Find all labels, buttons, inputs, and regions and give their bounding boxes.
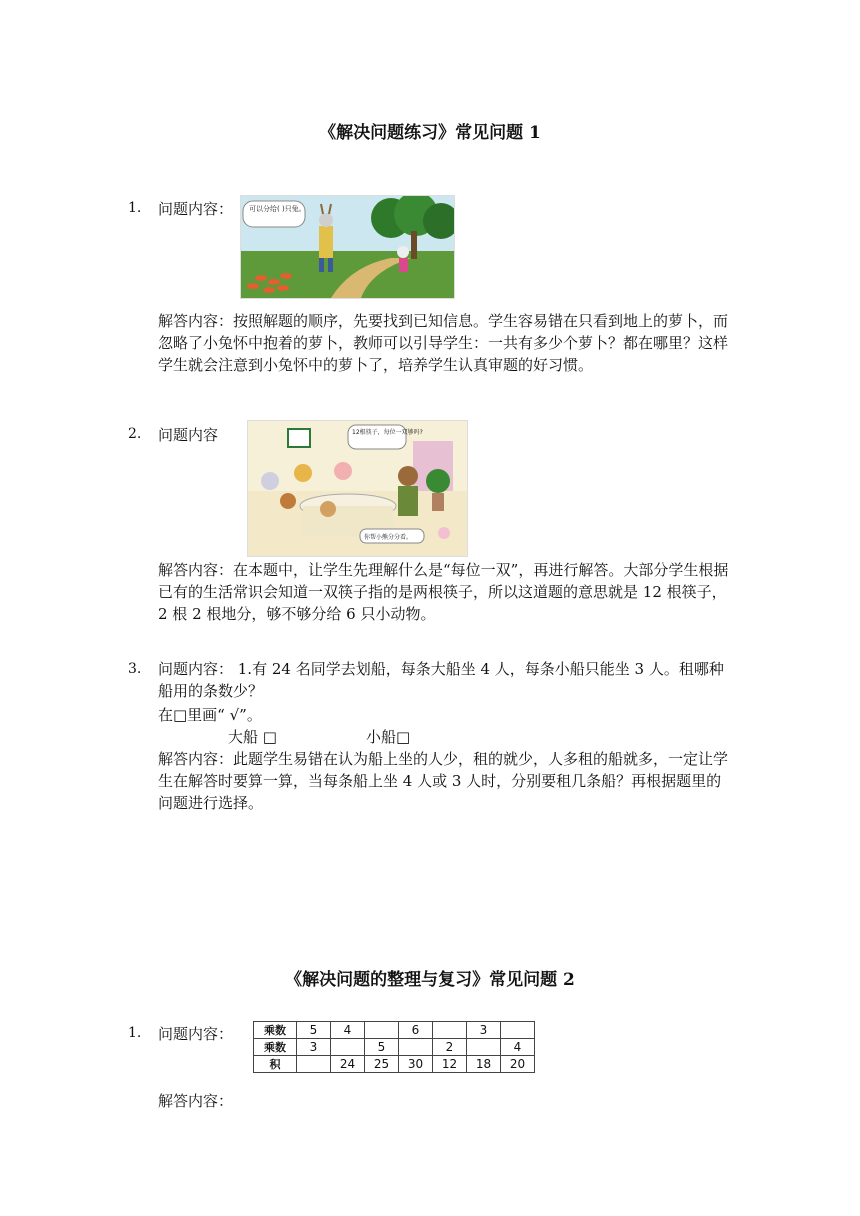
animals-table-illustration (247, 420, 468, 557)
item1-question-label: 问题内容： (158, 200, 234, 218)
table-cell: 3 (297, 1039, 331, 1056)
item2-number: 2. (128, 426, 142, 442)
option-small-boat[interactable]: 小船□ (366, 728, 411, 746)
section1-title: 《解决问题练习》常见问题 1 (319, 123, 541, 143)
section2-title: 《解决问题的整理与复习》常见问题 2 (285, 970, 575, 990)
row-label: 积 (254, 1056, 297, 1073)
table-cell: 6 (399, 1022, 433, 1039)
table-cell: 5 (297, 1022, 331, 1039)
table-cell: 3 (467, 1022, 501, 1039)
section2-item1-number: 1. (128, 1025, 142, 1041)
table-cell: 4 (501, 1039, 535, 1056)
table-cell: 2 (433, 1039, 467, 1056)
item2-question-label: 问题内容 (158, 426, 219, 444)
item3-answer: 解答内容：此题学生易错在认为船上坐的人少，租的就少，人多租的船就多，一定让学生在解答时要算一算，当每条船上坐 4 人或 3 人时，分别要租几条船？再根据题里的问题进行选择。 (158, 750, 729, 812)
table-row (254, 1022, 535, 1039)
animals-table-scene (248, 421, 467, 556)
bubble-text: 可以分给( )只兔。 (249, 205, 306, 213)
rabbit-carrot-scene (241, 196, 454, 298)
option-big-boat[interactable]: 大船 □ (228, 728, 277, 746)
table-cell: 30 (399, 1056, 433, 1073)
item3-question: 问题内容： 1.有 24 名同学去划船，每条大船坐 4 人，每条小船只能坐 3 人。租哪种船用的条数少？ (158, 660, 724, 700)
item3-number: 3. (128, 661, 142, 677)
item1-number: 1. (128, 200, 142, 216)
table-cell: 24 (331, 1056, 365, 1073)
table-cell (365, 1022, 399, 1039)
item3-instruction: 在□里画“ √”。 (158, 706, 262, 724)
table-cell: 4 (331, 1022, 365, 1039)
table-cell (331, 1039, 365, 1056)
row-label: 乘数 (254, 1039, 297, 1056)
table-row (254, 1039, 535, 1056)
table-cell: 5 (365, 1039, 399, 1056)
table-cell: 20 (501, 1056, 535, 1073)
table-cell (467, 1039, 501, 1056)
table-cell: 18 (467, 1056, 501, 1073)
table-row (254, 1056, 535, 1073)
row-label: 乘数 (254, 1022, 297, 1039)
table-cell (399, 1039, 433, 1056)
bubble-text-chopsticks: 12根筷子，每位一双够吗? (352, 429, 423, 436)
section2-item1-question-label: 问题内容： (158, 1025, 234, 1043)
item1-answer: 解答内容：按照解题的顺序，先要找到已知信息。学生容易错在只看到地上的萝卜，而忽略了小兔怀中抱着的萝卜，教师可以引导学生：一共有多少个萝卜？都在哪里？这样学生就会注意到小兔怀中的萝卜了，培养学生认真审题的好习惯。 (158, 312, 729, 374)
bubble-text-bear: 你帮小熊分分看。 (364, 534, 413, 541)
table-cell (433, 1022, 467, 1039)
table-cell (501, 1022, 535, 1039)
rabbit-carrot-illustration (240, 195, 455, 299)
item2-answer: 解答内容：在本题中，让学生先理解什么是“每位一双”，再进行解答。大部分学生根据已有的生活常识会知道一双筷子指的是两根筷子，所以这道题的意思就是 12 根筷子，2 根 2 根地分，够不够分给 6 只小动物。 (158, 561, 729, 623)
table-cell: 25 (365, 1056, 399, 1073)
section2-item1-answer-label: 解答内容： (158, 1092, 234, 1110)
multiplication-table (253, 1021, 535, 1073)
table-cell (297, 1056, 331, 1073)
table-cell: 12 (433, 1056, 467, 1073)
